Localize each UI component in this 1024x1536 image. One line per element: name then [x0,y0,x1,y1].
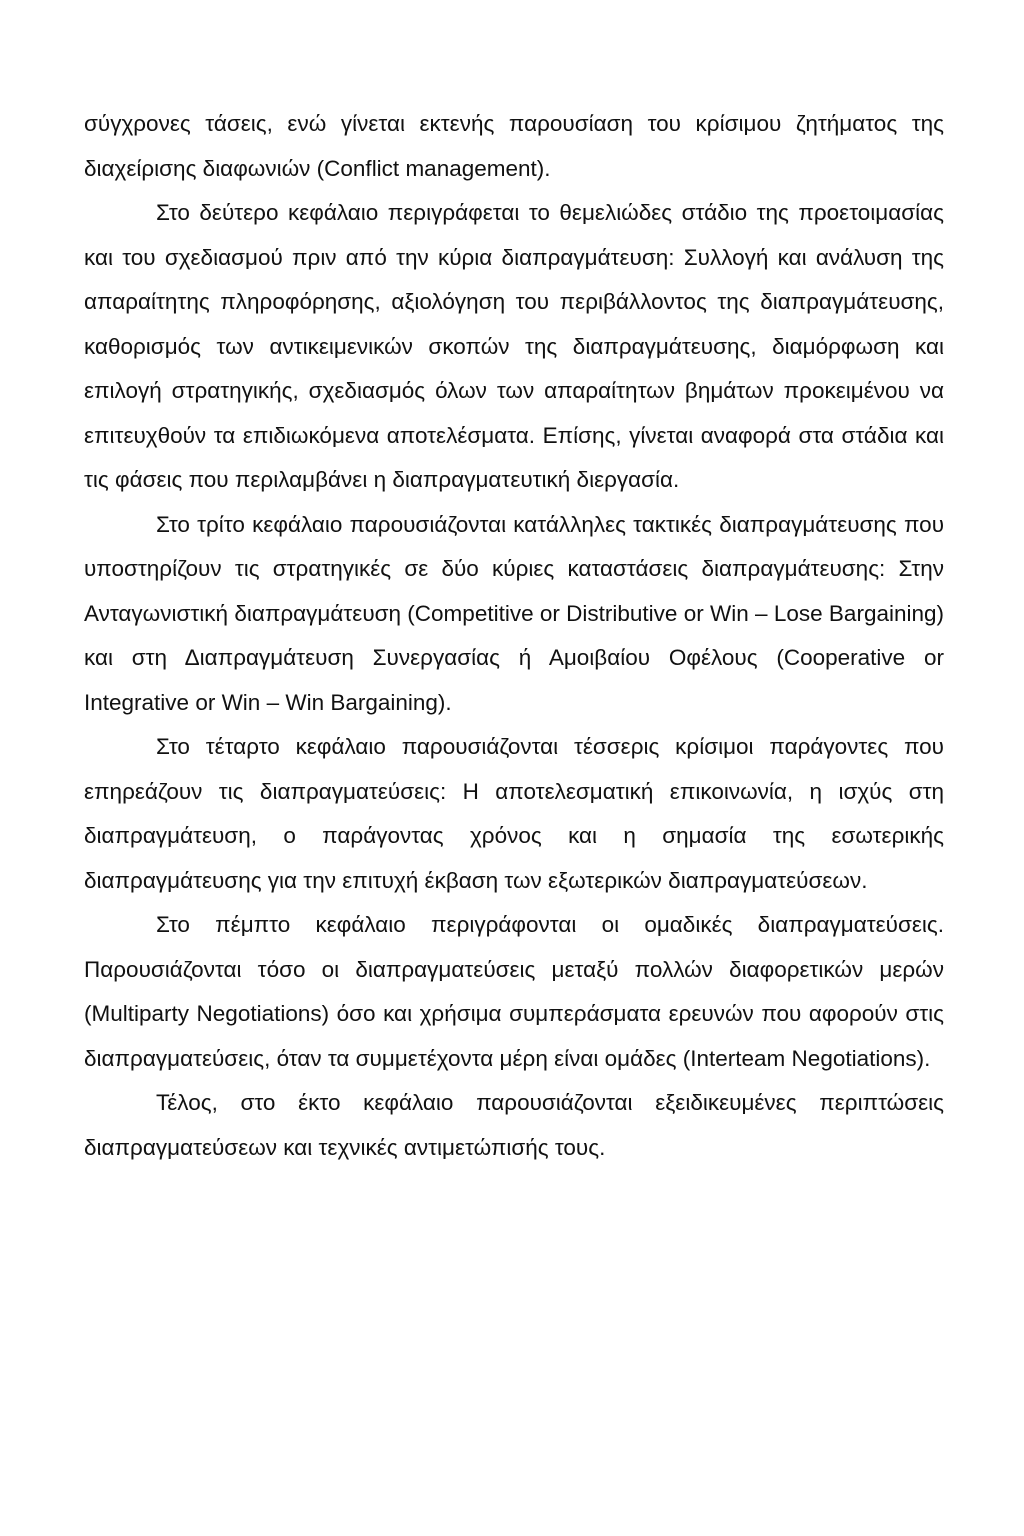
paragraph-chapter-4: Στο τέταρτο κεφάλαιο παρουσιάζονται τέσσερις κρίσιμοι παράγοντες που επηρεάζουν τις διαπραγματεύσεις: Η αποτελεσματική επικοινωνία, η ισχύς στη διαπραγμάτευση, ο παράγοντας χρόνος και η σημασία της εσωτερικής διαπραγμάτευσης για την επιτυχή έκβαση των εξωτερικών διαπραγματεύσεων. [84,734,944,893]
document-page [84,102,944,1170]
paragraph-continuation: σύγχρονες τάσεις, ενώ γίνεται εκτενής παρουσίαση του κρίσιμου ζητήματος της διαχείρισης διαφωνιών (Conflict management). [84,111,944,181]
paragraph-chapter-3: Στο τρίτο κεφάλαιο παρουσιάζονται κατάλληλες τακτικές διαπραγμάτευσης που υποστηρίζουν τις στρατηγικές σε δύο κύριες καταστάσεις διαπραγμάτευσης: Στην Ανταγωνιστική διαπραγμάτευση (Competitive or Distributive or Win – Lose Bargaining) και στη Διαπραγμάτευση Συνεργασίας ή Αμοιβαίου Οφέλους (Cooperative or Integrative or Win – Win Bargaining). [84,511,944,715]
paragraph-chapter-6: Τέλος, στο έκτο κεφάλαιο παρουσιάζονται εξειδικευμένες περιπτώσεις διαπραγματεύσεων και τεχνικές αντιμετώπισής τους. [84,1090,944,1160]
paragraph-chapter-5: Στο πέμπτο κεφάλαιο περιγράφονται οι ομαδικές διαπραγματεύσεις. Παρουσιάζονται τόσο οι διαπραγματεύσεις μεταξύ πολλών διαφορετικών μερών (Multiparty Negotiations) όσο και χρήσιμα συμπεράσματα ερευνών που αφορούν στις διαπραγματεύσεις, όταν τα συμμετέχοντα μέρη είναι ομάδες (Interteam Negotiations). [84,912,944,1071]
paragraph-chapter-2: Στο δεύτερο κεφάλαιο περιγράφεται το θεμελιώδες στάδιο της προετοιμασίας και του σχεδιασμού πριν από την κύρια διαπραγμάτευση: Συλλογή και ανάλυση της απαραίτητης πληροφόρησης, αξιολόγηση του περιβάλλοντος της διαπραγμάτευσης, καθορισμός των αντικειμενικών σκοπών της διαπραγμάτευσης, διαμόρφωση και επιλογή στρατηγικής, σχεδιασμός όλων των απαραίτητων βημάτων προκειμένου να επιτευχθούν τα επιδιωκόμενα αποτελέσματα. Επίσης, γίνεται αναφορά στα στάδια και τις φάσεις που περιλαμβάνει η διαπραγματευτική διεργασία. [84,200,944,492]
